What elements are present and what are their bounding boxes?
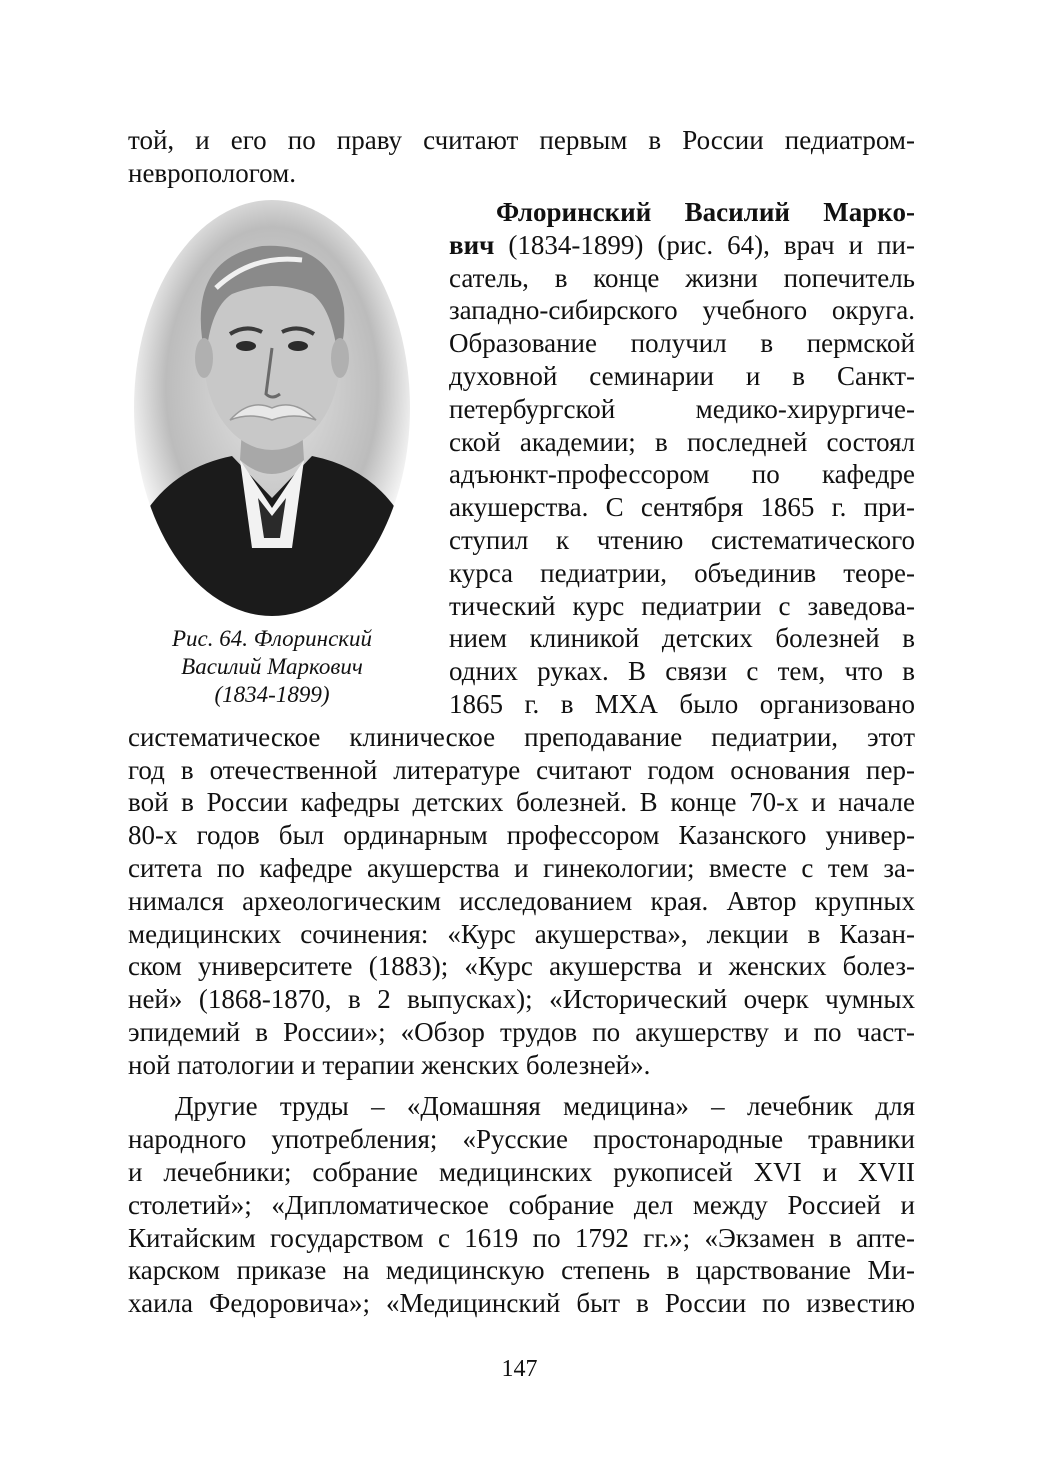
text-line: западно-сибирского учебного округа. — [449, 295, 915, 325]
caption-line: Василий Маркович — [181, 654, 363, 679]
text-line: курса педиатрии, объединив теоре- — [449, 558, 915, 588]
text-line: год в отечественной литературе считают годом основания пер- — [128, 755, 915, 785]
bio-heading — [449, 196, 915, 229]
page-number: 147 — [501, 1356, 538, 1382]
caption-line: Рис. 64. Флоринский — [171, 626, 373, 651]
text-line: духовной семинарии и в Санкт- — [449, 361, 915, 391]
paragraph-start: Другие труды – «Домашняя медицина» – лечебник для — [175, 1091, 915, 1121]
text-line: ступил к чтению систематического — [449, 525, 915, 555]
text-line — [449, 229, 915, 262]
text-line: адъюнкт-профессором по кафедре — [449, 459, 915, 489]
text-line: ском университете (1883); «Курс акушерства и женских болез- — [128, 951, 915, 981]
text-line: ской академии; в последней состоял — [449, 427, 915, 457]
text-line: Китайским государством с 1619 по 1792 гг.»; «Экзамен в апте- — [128, 1223, 915, 1253]
text-line: одних руках. В связи с тем, что в — [449, 656, 915, 686]
text-line: нимался археологическим исследованием края. Автор крупных — [128, 886, 915, 916]
text-line: народного употребления; «Русские простонародные травники — [128, 1124, 915, 1154]
text-line: акушерства. С сентября 1865 г. при- — [449, 492, 915, 522]
person-name: Флоринский Василий Марко- — [496, 197, 915, 227]
text-line: медицинских сочинения: «Курс акушерства», лекции в Казан- — [128, 919, 915, 949]
text-line: нием клиникой детских болезней в — [449, 623, 915, 653]
figure-caption — [138, 625, 406, 709]
caption-line: (1834-1899) — [214, 682, 330, 707]
text-line: сатель, в конце жизни попечитель — [449, 263, 915, 293]
text-line: тический курс педиатрии с заведова- — [449, 591, 915, 621]
text-line: столетий»; «Дипломатическое собрание дел между Россией и — [128, 1190, 915, 1220]
text-line: Образование получил в пермской — [449, 328, 915, 358]
text-line: вой в России кафедры детских болезней. В конце 70-х и начале — [128, 787, 915, 817]
text-line: невропологом. — [128, 158, 296, 188]
text-line: ситета по кафедре акушерства и гинекологии; вместе с тем за- — [128, 853, 915, 883]
text-line: ней» (1868-1870, в 2 выпусках); «Исторический очерк чумных — [128, 984, 915, 1014]
text-line: хаила Федоровича»; «Медицинский быт в России по известию — [128, 1288, 915, 1318]
portrait-illustration — [132, 198, 412, 618]
text-line: эпидемий в России»; «Обзор трудов по акушерству и по част- — [128, 1017, 915, 1047]
portrait-photo — [132, 198, 412, 618]
person-name-end: вич — [449, 230, 495, 260]
text-line: той, и его по праву считают первым в России педиатром- — [128, 125, 915, 155]
text-line: 80-х годов был ординарным профессором Казанского универ- — [128, 820, 915, 850]
text-fragment: (1834-1899) (рис. 64), врач и пи- — [494, 230, 915, 260]
text-line: 1865 г. в МХА было организовано — [449, 689, 915, 719]
text-line: систематическое клиническое преподавание педиатрии, этот — [128, 722, 915, 752]
text-line: карском приказе на медицинскую степень в царствование Ми- — [128, 1255, 915, 1285]
text-line: петербургской медико-хирургиче- — [449, 394, 915, 424]
text-line: ной патологии и терапии женских болезней». — [128, 1050, 651, 1080]
text-line: и лечебники; собрание медицинских рукописей XVI и XVII — [128, 1157, 915, 1187]
